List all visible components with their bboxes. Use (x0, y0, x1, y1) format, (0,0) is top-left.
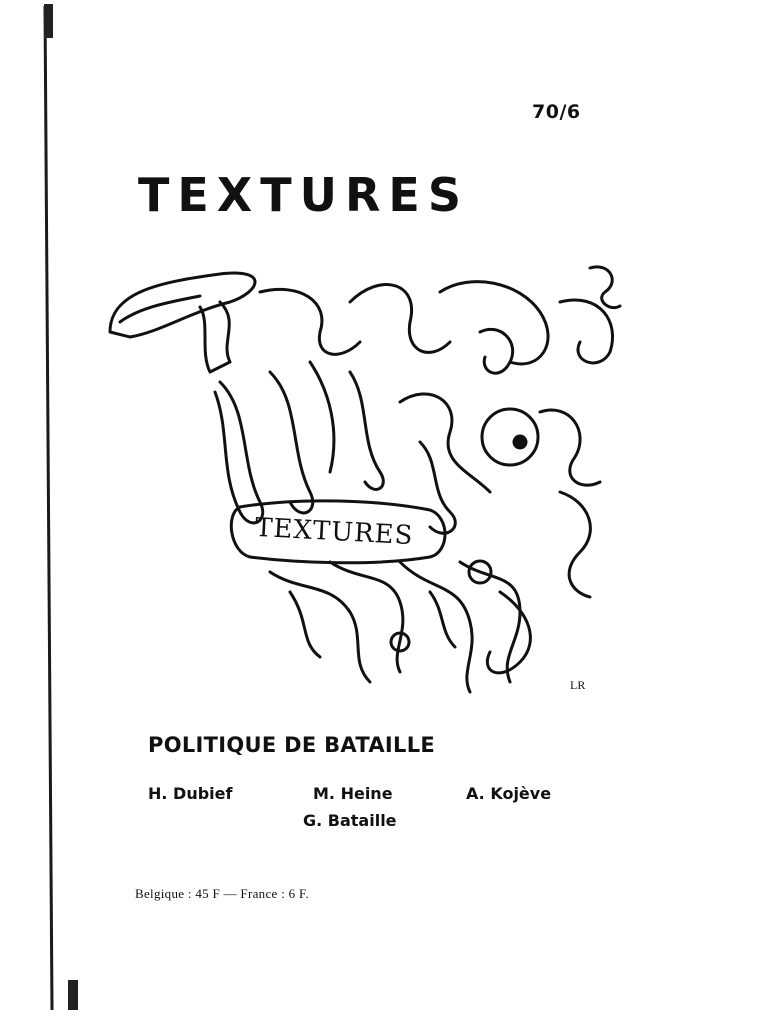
cover-illustration (100, 262, 630, 702)
illustrator-signature: LR (570, 678, 586, 692)
binding-edge-line (43, 6, 53, 1010)
binding-mark-top (44, 4, 53, 38)
issue-number: 70/6 (532, 101, 581, 123)
author-bataille: G. Bataille (303, 811, 397, 830)
price-line: Belgique : 45 F — France : 6 F. (135, 886, 309, 901)
illustration-lettering: TEXTURES (254, 512, 415, 552)
page-title: TEXTURES (138, 168, 469, 222)
author-kojeve: A. Kojève (466, 784, 552, 803)
author-heine: M. Heine (313, 784, 393, 803)
issue-subtitle: POLITIQUE DE BATAILLE (148, 733, 436, 757)
author-dubief: H. Dubief (148, 784, 233, 803)
binding-mark-bottom (68, 980, 78, 1010)
